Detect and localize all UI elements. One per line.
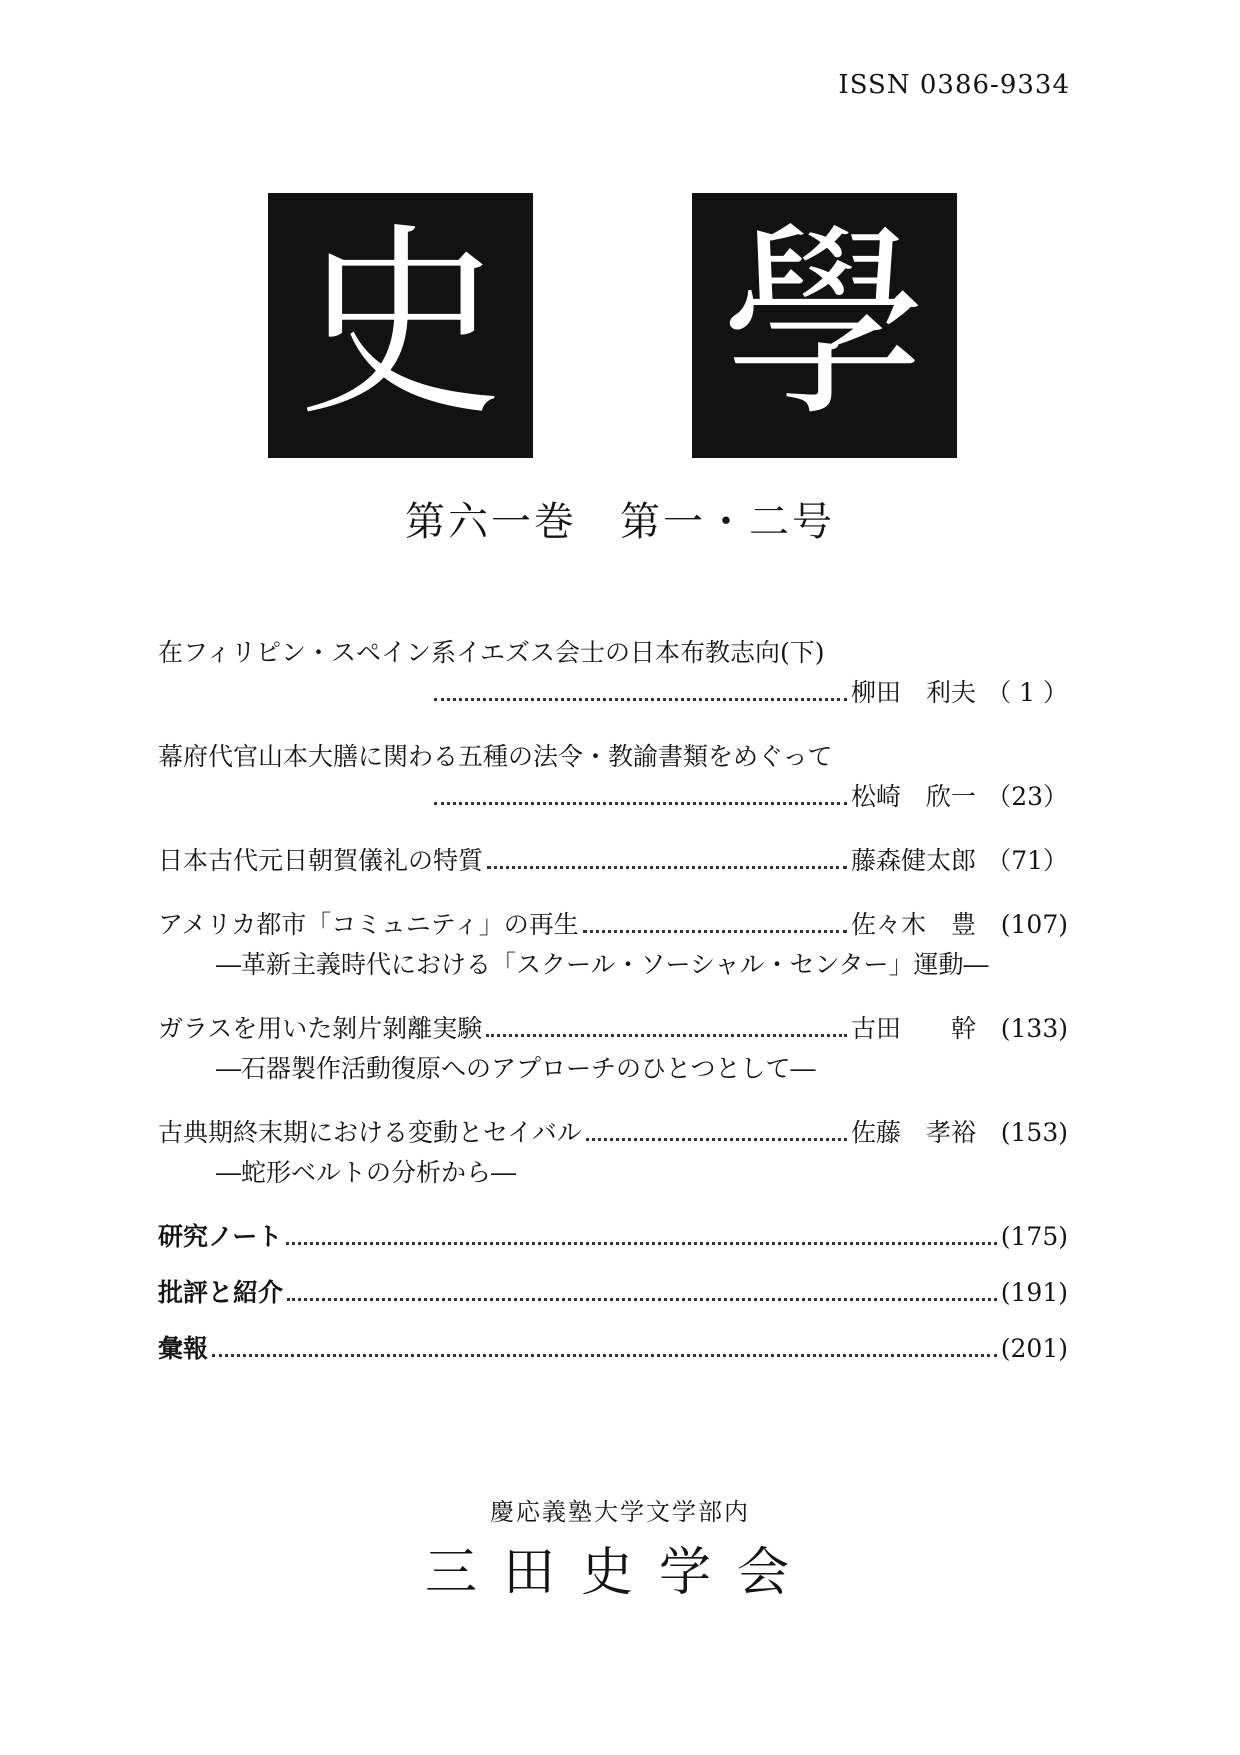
toc-entry-title: 在フィリピン・スペイン系イエズス会士の日本布教志向(下) — [158, 638, 825, 667]
toc-entry-subtitle: ―石器製作活動復原へのアプローチのひとつとして― — [216, 1054, 816, 1083]
toc-section-label: 批評と紹介 — [158, 1278, 284, 1307]
dot-leader — [287, 1298, 997, 1301]
toc-section-page: (175) — [1000, 1222, 1068, 1251]
toc-entry-page: （71） — [986, 846, 1068, 875]
dot-leader — [434, 802, 847, 805]
toc-entry-title: 古典期終末期における変動とセイバル — [158, 1118, 582, 1147]
toc-entry — [158, 737, 1068, 817]
dot-leader — [583, 930, 847, 933]
toc-section-page: (201) — [1000, 1334, 1068, 1363]
table-of-contents — [158, 633, 1068, 1385]
journal-title-char-right: 學 — [722, 206, 927, 444]
toc-entry-author: 松崎 欣一 — [850, 782, 976, 811]
toc-entry — [158, 1113, 1068, 1193]
publisher-affiliation: 慶応義塾大学文学部内 — [490, 1498, 750, 1526]
dot-leader — [286, 1242, 997, 1245]
toc-entry-byline — [158, 777, 1068, 817]
toc-entry-page: (153) — [1000, 1118, 1068, 1147]
toc-section — [158, 1217, 1068, 1257]
toc-entry-line — [158, 841, 1068, 881]
toc-entry-author: 柳田 利夫 — [850, 678, 976, 707]
dot-leader — [212, 1354, 997, 1357]
toc-entry-page: （ 1 ） — [986, 678, 1068, 707]
toc-entry-line — [158, 1113, 1068, 1153]
toc-entry-author: 藤森健太郎 — [850, 846, 976, 875]
toc-entry-title: ガラスを用いた剝片剝離実験 — [158, 1014, 483, 1043]
journal-title-block-right — [692, 193, 957, 458]
dot-leader — [586, 1138, 847, 1141]
toc-entry-page: (133) — [1000, 1014, 1068, 1043]
toc-entry-line — [158, 1009, 1068, 1049]
toc-section-page: (191) — [1000, 1278, 1068, 1307]
toc-entry-subtitle: ―蛇形ベルトの分析から― — [216, 1158, 517, 1187]
toc-entry — [158, 1009, 1068, 1089]
toc-entry — [158, 905, 1068, 985]
toc-entry — [158, 841, 1068, 881]
toc-entry-page: (107) — [1000, 910, 1068, 939]
toc-entry-title: アメリカ都市「コミュニティ」の再生 — [158, 910, 579, 939]
toc-entry-page: （23） — [986, 782, 1068, 811]
toc-entry-title: 幕府代官山本大膳に関わる五種の法令・教諭書類をめぐって — [158, 742, 833, 771]
issn: ISSN 0386-9334 — [838, 70, 1070, 100]
journal-title-char-left: 史 — [298, 206, 503, 444]
toc-entry-author: 佐藤 孝裕 — [850, 1118, 976, 1147]
toc-entry-author: 佐々木 豊 — [850, 910, 976, 939]
volume-issue: 第六一巻 第一・二号 — [405, 499, 835, 545]
toc-entry-byline — [158, 673, 1068, 713]
toc-entry-line — [158, 905, 1068, 945]
toc-entry-subtitle: ―革新主義時代における「スクール・ソーシャル・センター」運動― — [216, 950, 989, 979]
toc-entry-author: 古田 幹 — [850, 1014, 976, 1043]
toc-entry-title: 日本古代元日朝賀儀礼の特質 — [158, 846, 484, 875]
toc-section-label: 彙報 — [158, 1334, 209, 1363]
toc-section-label: 研究ノート — [158, 1222, 283, 1251]
society-name: 三田史学会 — [424, 1543, 815, 1603]
dot-leader — [487, 866, 847, 869]
dot-leader — [486, 1034, 847, 1037]
toc-section — [158, 1329, 1068, 1369]
toc-section — [158, 1273, 1068, 1313]
journal-title-block-left — [268, 193, 533, 458]
dot-leader — [434, 698, 847, 701]
toc-entry — [158, 633, 1068, 713]
